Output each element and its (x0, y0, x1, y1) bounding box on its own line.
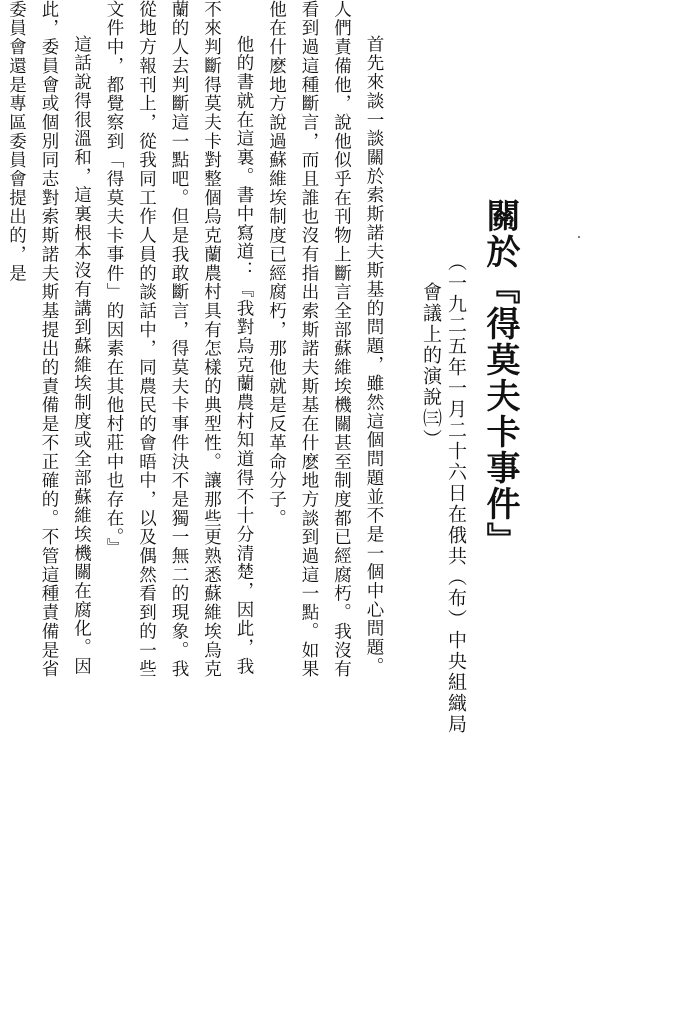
paragraph-3: 這話說得很溫和，這裏根本沒有講到蘇維埃制度或全部蘇維埃機關在腐化。因此，委員會或個別同志對索斯諾夫斯基提出的責備是不正確的。不管這種責備是省委員會還是專區委員會提出的，是 (6, 0, 92, 679)
subtitle-line-2: 會議上的演說㈢） (420, 282, 442, 450)
print-speck (578, 236, 580, 238)
body-text (0, 0, 390, 690)
page-title: 關於『得莫夫卡事件』 (480, 198, 520, 558)
paragraph-2: 他的書就在這裏。書中寫道：『我對烏克蘭農村知道得不十分清楚，因此，我不來判斷得莫夫卡對整個烏克蘭農村具有怎樣的典型性。讓那些更熟悉蘇維埃烏克蘭的人去判斷這一點吧。但是我敢斷言，得莫夫卡事件決不是獨一無二的現象。我從地方報刊上，從我同工作人員的談話中，同農民的會晤中，以及偶然看到的一些文件中，都覺察到「得莫夫卡事件」的因素在其他村莊中也存在。』 (104, 0, 254, 679)
subtitle-line-1: （一九二五年一月二十六日在俄共（布）中央組織局 (445, 252, 467, 735)
paragraph-1: 首先來談一談關於索斯諾夫斯基的問題，雖然這個問題並不是一個中心問題。人們責備他，說他似乎在刊物上斷言全部蘇維埃機關甚至制度都已經腐朽。我沒有看到過這種斷言，而且誰也沒有指出索斯諾夫斯基在什麽地方談到過這一點。如果他在什麽地方說過蘇維埃制度已經腐朽，那他就是反革命分子。 (266, 0, 384, 679)
